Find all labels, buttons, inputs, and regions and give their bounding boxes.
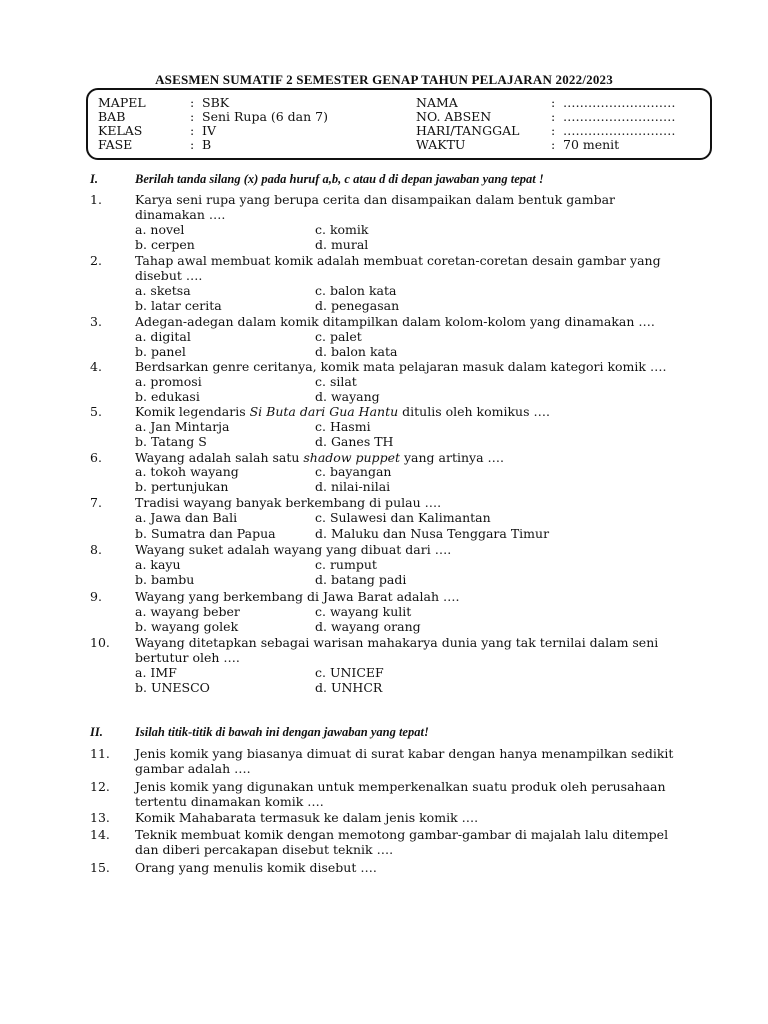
- option-c[interactable]: c. palet: [315, 329, 362, 344]
- text-part: Wayang adalah salah satu: [135, 450, 304, 465]
- info-value: Seni Rupa (6 dan 7): [202, 109, 328, 124]
- info-value: 70 menit: [563, 137, 620, 152]
- question-number: 14.: [90, 827, 110, 842]
- option-d[interactable]: d. wayang: [315, 389, 380, 404]
- question-text: Wayang yang berkembang di Jawa Barat adalah ….: [135, 589, 460, 604]
- option-d[interactable]: d. UNHCR: [315, 680, 383, 695]
- question-text: Berdsarkan genre ceritanya, komik mata pelajaran masuk dalam kategori komik ….: [135, 359, 667, 374]
- question-number: 6.: [90, 450, 102, 465]
- text-part: ditulis oleh komikus ….: [398, 404, 550, 419]
- info-value: ………………………: [563, 123, 676, 138]
- info-colon: :: [551, 137, 556, 152]
- info-value: IV: [202, 123, 216, 138]
- option-d[interactable]: d. Maluku dan Nusa Tenggara Timur: [315, 526, 550, 541]
- option-c[interactable]: c. rumput: [315, 557, 377, 572]
- option-b[interactable]: b. cerpen: [135, 237, 195, 252]
- info-label: KELAS: [98, 123, 143, 138]
- info-colon: :: [190, 123, 195, 138]
- question-text: Tahap awal membuat komik adalah membuat coretan-coretan desain gambar yang disebut ….: [135, 253, 661, 284]
- question-text: Wayang ditetapkan sebagai warisan mahakarya dunia yang tak ternilai dalam seni bertutur oleh ….: [135, 635, 659, 666]
- question-number: 7.: [90, 495, 102, 510]
- comic-title: Si Buta dari Gua Hantu: [249, 404, 399, 419]
- question-text: Wayang suket adalah wayang yang dibuat dari ….: [135, 542, 452, 557]
- question-number: 15.: [90, 860, 110, 875]
- info-colon: :: [190, 95, 195, 110]
- section-instruction: Isilah titik-titik di bawah ini dengan jawaban yang tepat!: [135, 725, 429, 739]
- option-d[interactable]: d. balon kata: [315, 344, 398, 359]
- info-colon: :: [551, 123, 556, 138]
- option-d[interactable]: d. mural: [315, 237, 369, 252]
- term-italic: shadow puppet: [303, 450, 400, 465]
- option-a[interactable]: a. wayang beber: [135, 604, 240, 619]
- info-label: NAMA: [416, 95, 458, 110]
- text-part: yang artinya ….: [400, 450, 504, 465]
- option-b[interactable]: b. Tatang S: [135, 434, 207, 449]
- info-label: MAPEL: [98, 95, 146, 110]
- info-value: ………………………: [563, 109, 676, 124]
- question-number: 1.: [90, 192, 102, 207]
- question-number: 3.: [90, 314, 102, 329]
- option-c[interactable]: c. Sulawesi dan Kalimantan: [315, 510, 491, 525]
- question-text[interactable]: Komik Mahabarata termasuk ke dalam jenis komik ….: [135, 810, 479, 825]
- section-instruction: Berilah tanda silang (x) pada huruf a,b, c atau d di depan jawaban yang tepat !: [135, 172, 544, 186]
- option-a[interactable]: a. sketsa: [135, 283, 191, 298]
- option-b[interactable]: b. bambu: [135, 572, 195, 587]
- section-number: II.: [90, 725, 103, 739]
- info-label: NO. ABSEN: [416, 109, 492, 124]
- question-number: 8.: [90, 542, 102, 557]
- option-d[interactable]: d. wayang orang: [315, 619, 421, 634]
- info-value: ………………………: [563, 95, 676, 110]
- question-text[interactable]: Orang yang menulis komik disebut ….: [135, 860, 377, 875]
- question-text: Adegan-adegan dalam komik ditampilkan dalam kolom-kolom yang dinamakan ….: [135, 314, 655, 329]
- info-colon: :: [551, 95, 556, 110]
- option-b[interactable]: b. latar cerita: [135, 298, 222, 313]
- question-text[interactable]: Jenis komik yang digunakan untuk memperkenalkan suatu produk oleh perusahaan tertentu dinamakan komik ….: [135, 779, 666, 810]
- question-number: 12.: [90, 779, 110, 794]
- option-c[interactable]: c. komik: [315, 222, 369, 237]
- option-a[interactable]: a. Jawa dan Bali: [135, 510, 238, 525]
- option-c[interactable]: c. bayangan: [315, 464, 392, 479]
- question-text[interactable]: Jenis komik yang biasanya dimuat di surat kabar dengan hanya menampilkan sedikit gambar adalah ….: [135, 746, 674, 777]
- option-a[interactable]: a. Jan Mintarja: [135, 419, 230, 434]
- option-b[interactable]: b. pertunjukan: [135, 479, 229, 494]
- info-label: FASE: [98, 137, 133, 152]
- question-text: Tradisi wayang banyak berkembang di pulau ….: [135, 495, 442, 510]
- option-d[interactable]: d. Ganes TH: [315, 434, 394, 449]
- info-colon: :: [190, 137, 195, 152]
- info-colon: :: [190, 109, 195, 124]
- option-d[interactable]: d. penegasan: [315, 298, 400, 313]
- question-number: 11.: [90, 746, 110, 761]
- question-number: 2.: [90, 253, 102, 268]
- option-b[interactable]: b. wayang golek: [135, 619, 239, 634]
- info-colon: :: [551, 109, 556, 124]
- option-a[interactable]: a. IMF: [135, 665, 177, 680]
- option-a[interactable]: a. digital: [135, 329, 191, 344]
- info-label: BAB: [98, 109, 126, 124]
- option-b[interactable]: b. edukasi: [135, 389, 200, 404]
- option-d[interactable]: d. nilai-nilai: [315, 479, 391, 494]
- question-number: 4.: [90, 359, 102, 374]
- question-number: 10.: [90, 635, 110, 650]
- question-text[interactable]: Teknik membuat komik dengan memotong gambar-gambar di majalah lalu ditempel dan diberi percakapan disebut teknik ….: [135, 827, 669, 858]
- option-b[interactable]: b. UNESCO: [135, 680, 210, 695]
- text-part: Komik legendaris: [135, 404, 250, 419]
- option-b[interactable]: b. panel: [135, 344, 186, 359]
- question-text: Karya seni rupa yang berupa cerita dan disampaikan dalam bentuk gambar dinamakan ….: [135, 192, 615, 223]
- question-number: 5.: [90, 404, 102, 419]
- section-number: I.: [90, 172, 98, 186]
- question-number: 9.: [90, 589, 102, 604]
- question-text: [135, 450, 675, 465]
- option-c[interactable]: c. UNICEF: [315, 665, 384, 680]
- option-a[interactable]: a. novel: [135, 222, 185, 237]
- question-number: 13.: [90, 810, 110, 825]
- info-value: SBK: [202, 95, 230, 110]
- option-c[interactable]: c. wayang kulit: [315, 604, 412, 619]
- info-label: WAKTU: [416, 137, 466, 152]
- option-c[interactable]: c. silat: [315, 374, 357, 389]
- option-a[interactable]: a. kayu: [135, 557, 181, 572]
- question-text: [135, 404, 675, 419]
- option-d[interactable]: d. batang padi: [315, 572, 407, 587]
- option-b[interactable]: b. Sumatra dan Papua: [135, 526, 276, 541]
- info-label: HARI/TANGGAL: [416, 123, 520, 138]
- page-title: ASESMEN SUMATIF 2 SEMESTER GENAP TAHUN PELAJARAN 2022/2023: [155, 72, 613, 87]
- option-c[interactable]: c. Hasmi: [315, 419, 371, 434]
- info-value: B: [202, 137, 212, 152]
- option-a[interactable]: a. promosi: [135, 374, 202, 389]
- option-a[interactable]: a. tokoh wayang: [135, 464, 239, 479]
- option-c[interactable]: c. balon kata: [315, 283, 397, 298]
